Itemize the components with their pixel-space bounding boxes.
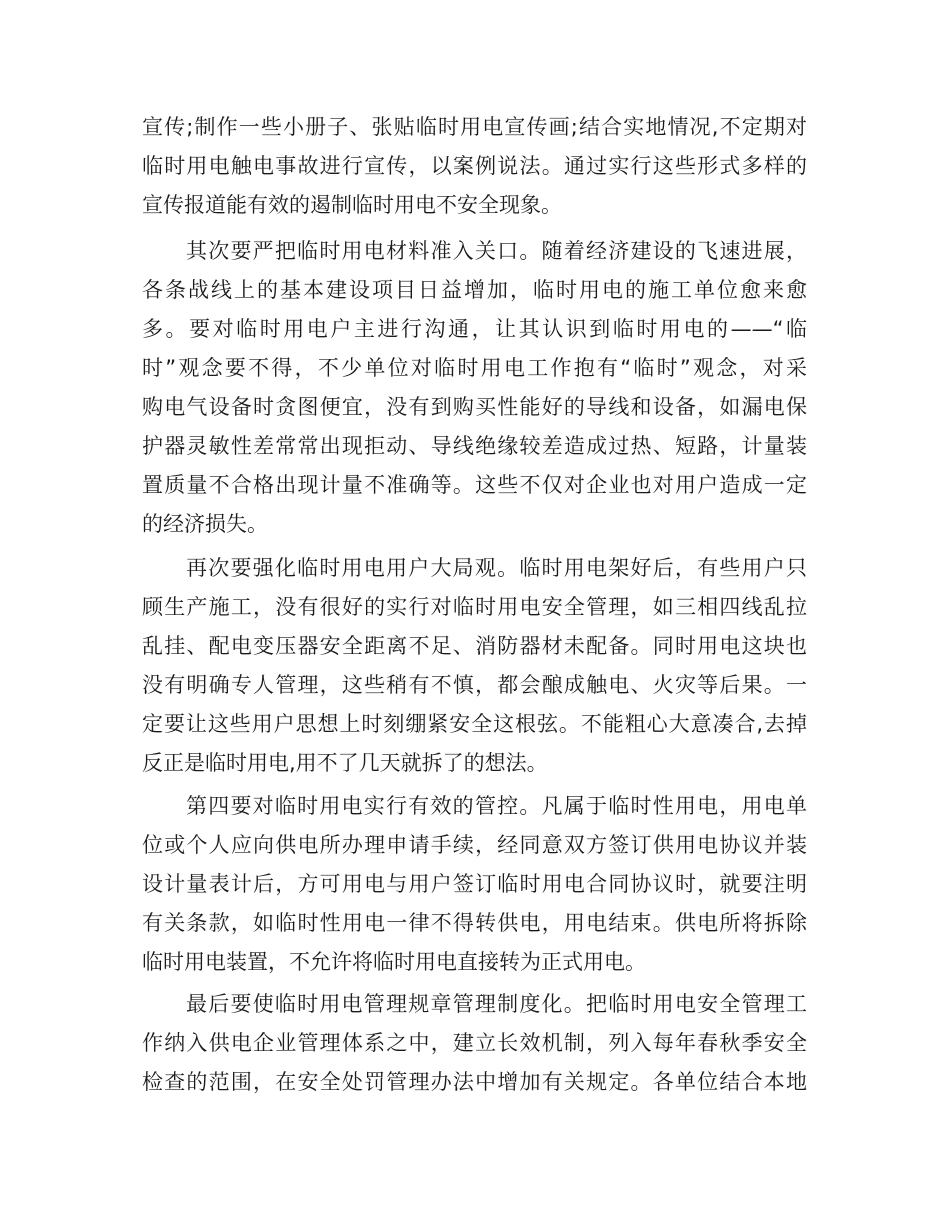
text-line: 置质量不合格出现计量不准确等。这些不仅对企业也对用户造成一定 (142, 473, 807, 497)
paragraph-publicity (142, 108, 807, 225)
text-line: 各条战线上的基本建设项目日益增加，临时用电的施工单位愈来愈 (142, 278, 807, 302)
text-line: 位或个人应向供电所办理申请手续，经同意双方签订供用电协议并装 (142, 833, 807, 857)
paragraph-users (142, 549, 807, 783)
text-line: 时”观念要不得，不少单位对临时用电工作抱有“临时”观念，对采 (142, 356, 807, 380)
text-line: 宣传;制作一些小册子、张贴临时用电宣传画;结合实地情况,不定期对 (142, 115, 807, 139)
text-line: 宣传报道能有效的遏制临时用电不安全现象。 (142, 193, 562, 217)
text-line: 顾生产施工，没有很好的实行对临时用电安全管理，如三相四线乱拉 (142, 595, 807, 619)
text-line: 其次要严把临时用电材料准入关口。随着经济建设的飞速进展， (186, 239, 807, 263)
text-line: 作纳入供电企业管理体系之中，建立长效机制，列入每年春秋季安全 (142, 1031, 807, 1055)
text-line: 反正是临时用电,用不了几天就拆了的想法。 (142, 751, 548, 775)
text-line: 的经济损失。 (142, 512, 268, 536)
text-line: 设计量表计后，方可用电与用户签订临时用电合同协议时，就要注明 (142, 872, 807, 896)
text-line: 护器灵敏性差常常出现拒动、导线绝缘较差造成过热、短路，计量装 (142, 434, 807, 458)
text-line: 多。要对临时用电户主进行沟通，让其认识到临时用电的——“临 (142, 317, 807, 341)
text-line: 购电气设备时贪图便宜，没有到购买性能好的导线和设备，如漏电保 (142, 395, 807, 419)
text-line: 临时用电装置，不允许将临时用电直接转为正式用电。 (142, 950, 646, 974)
text-line: 乱挂、配电变压器安全距离不足、消防器材未配备。同时用电这块也 (142, 634, 807, 658)
text-line: 有关条款，如临时性用电一律不得转供电，用电结束。供电所将拆除 (142, 911, 807, 935)
text-line: 检查的范围，在安全处罚管理办法中增加有关规定。各单位结合本地 (142, 1070, 807, 1094)
text-line: 再次要强化临时用电用户大局观。临时用电架好后，有些用户只 (186, 556, 807, 580)
text-line: 最后要使临时用电管理规章管理制度化。把临时用电安全管理工 (186, 992, 807, 1016)
text-line: 第四要对临时用电实行有效的管控。凡属于临时性用电，用电单 (186, 794, 807, 818)
paragraph-regulation (142, 985, 807, 1102)
text-line: 定要让这些用户思想上时刻绷紧安全这根弦。不能粗心大意凑合,去掉 (142, 712, 807, 736)
paragraph-materials (142, 232, 807, 544)
paragraph-control (142, 787, 807, 982)
text-line: 临时用电触电事故进行宣传，以案例说法。通过实行这些形式多样的 (142, 154, 807, 178)
text-line: 没有明确专人管理，这些稍有不慎，都会酿成触电、火灾等后果。一 (142, 673, 807, 697)
